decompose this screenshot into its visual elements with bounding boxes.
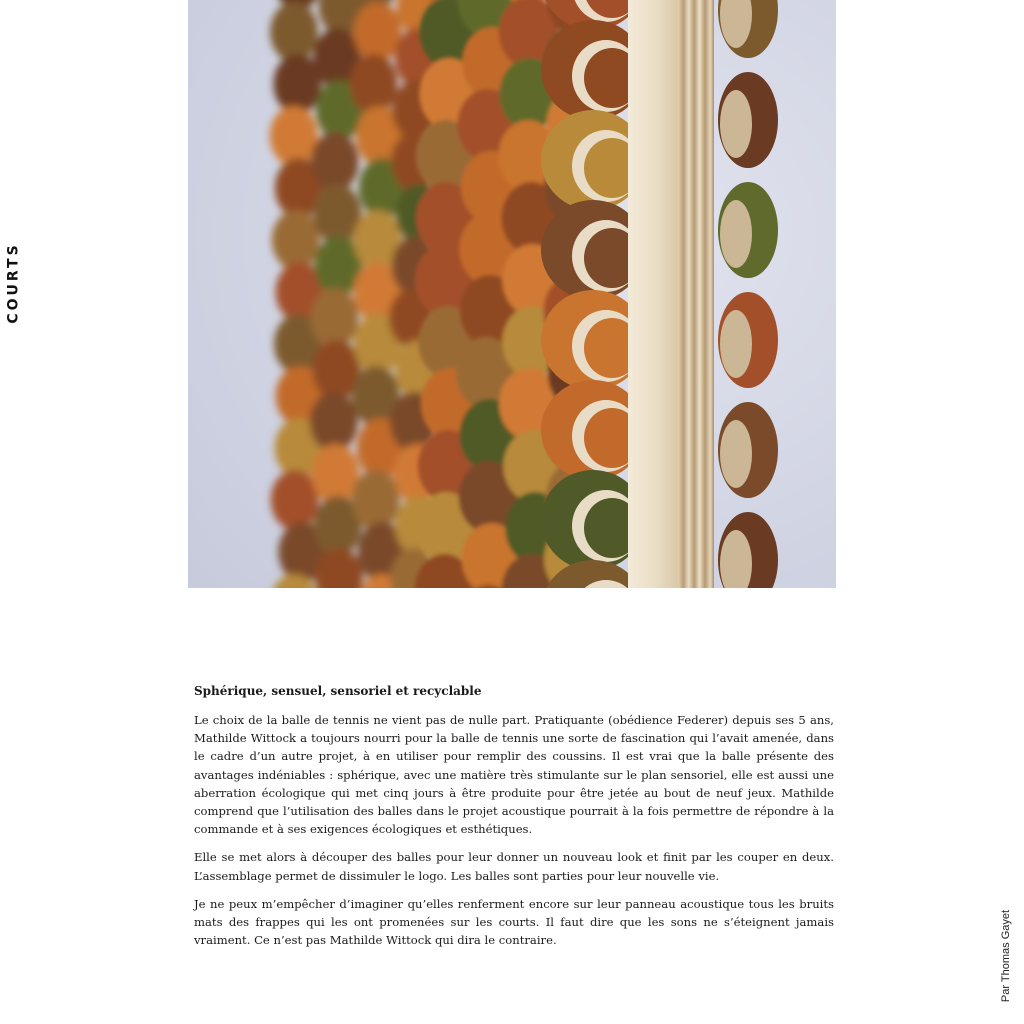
section-label	[4, 238, 24, 328]
photo-credit	[996, 910, 1016, 1002]
ball-rim	[720, 420, 752, 488]
ball-rim	[720, 310, 752, 378]
ball-half	[270, 106, 318, 166]
ball-half	[271, 470, 319, 530]
article-photo	[188, 0, 836, 588]
ball-rim	[720, 200, 752, 268]
ball-half	[311, 288, 359, 348]
ball-half	[349, 54, 397, 114]
article-paragraph-3: Je ne peux m’empêcher d’imaginer qu’elles renferment encore sur leur panneau acoustique tous les bruits mats des frappes qui les ont promenées sur les courts. Il faut dire que les sons ne s’éteignent jamais vraiment. Ce n’est pas Mathilde Wittock qui dira le contraire.	[194, 896, 834, 948]
ball-half	[311, 132, 359, 192]
article-body	[194, 683, 834, 959]
ball-half	[310, 392, 358, 452]
ball-half	[272, 210, 320, 270]
ball-rim	[720, 90, 752, 158]
article-heading: Sphérique, sensuel, sensoriel et recyclable	[194, 684, 482, 698]
ball-half	[352, 470, 400, 530]
tennis-ball-panel-image	[188, 0, 836, 588]
article-paragraph-1: Le choix de la balle de tennis ne vient pas de nulle part. Pratiquante (obédience Federer) depuis ses 5 ans, Mathilde Wittock a toujours nourri pour la balle de tennis une sorte de fascination qui l’avait amenée, dans le cadre d’un autre projet, à en utiliser pour remplir des coussins. Il est vrai que la balle présente des avantages indéniables : sphérique, avec une matière très stimulante sur le plan sensoriel, elle est aussi une aberration écologique qui met cinq jours à être produite pour être jetée au bout de neuf jeux. Mathilde comprend que l’utilisation des balles dans le projet acoustique pourrait à la fois permettre de répondre à la commande et à ses exigences écologiques et esthétiques.	[194, 713, 834, 837]
photo-credit-text: Par Thomas Gayet	[1000, 909, 1012, 1003]
article-paragraph-2: Elle se met alors à découper des balles pour leur donner un nouveau look et finit par les couper en deux. L’assemblage permet de dissimuler le logo. Les balles sont parties pour leur nouvelle vie.	[194, 850, 834, 883]
section-label-text: COURTS	[6, 242, 23, 324]
ball-half	[270, 2, 318, 62]
ball-half	[354, 2, 402, 62]
